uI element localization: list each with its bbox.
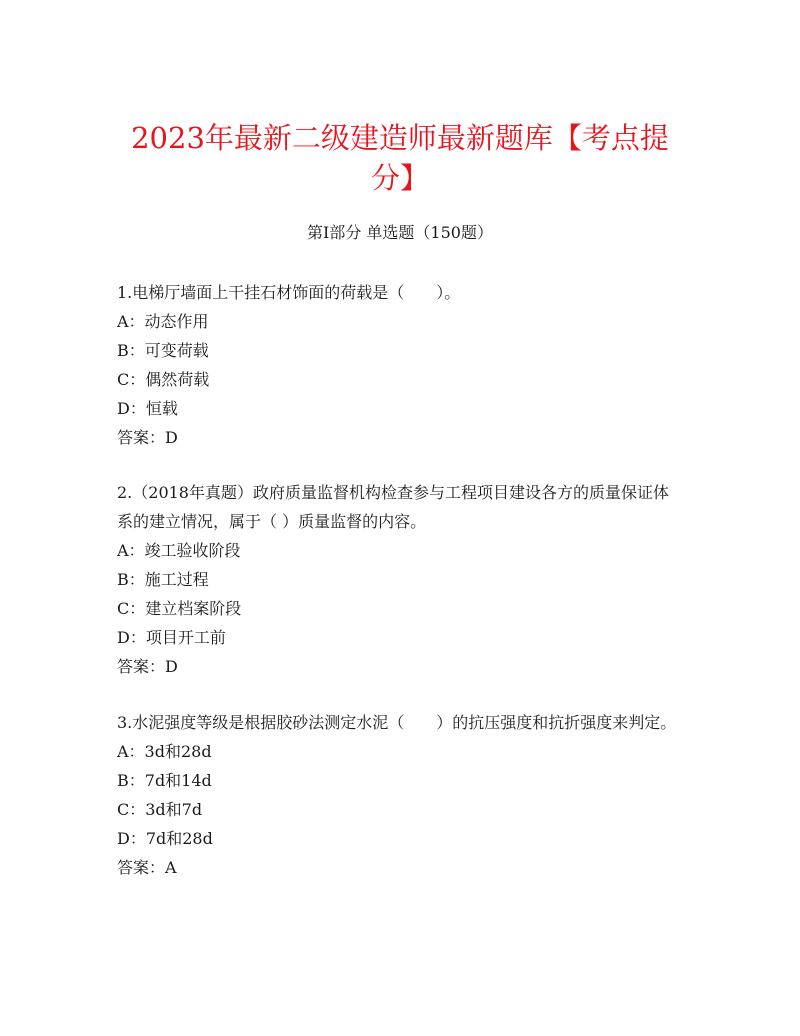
answer-line: 答案：A — [117, 858, 177, 877]
option-c: C：偶然荷载 — [117, 370, 210, 389]
question-block — [117, 478, 677, 681]
option-b: B：7d和14d — [117, 771, 212, 790]
option-b: B：施工过程 — [117, 570, 209, 589]
document-title: 2023年最新二级建造师最新题库【考点提分】 — [131, 121, 669, 195]
option-d: D：7d和28d — [117, 829, 213, 848]
option-a: A：3d和28d — [117, 742, 212, 761]
answer-line: 答案：D — [117, 428, 178, 447]
section-heading: 第I部分 单选题（150题） — [307, 223, 493, 242]
option-d: D：项目开工前 — [117, 628, 226, 647]
option-b: B：可变荷载 — [117, 341, 209, 360]
option-a: A：竣工验收阶段 — [117, 541, 241, 560]
option-c: C：3d和7d — [117, 800, 203, 819]
answer-line: 答案：D — [117, 657, 178, 676]
question-block — [117, 708, 677, 882]
option-a: A：动态作用 — [117, 312, 209, 331]
option-d: D：恒载 — [117, 399, 178, 418]
option-c: C：建立档案阶段 — [117, 599, 242, 618]
question-stem: 2.（2018年真题）政府质量监督机构检查参与工程项目建设各方的质量保证体系的建立情况，属于（ ）质量监督的内容。 — [117, 483, 669, 531]
question-stem: 1.电梯厅墙面上干挂石材饰面的荷载是（ ）。 — [117, 283, 461, 302]
question-block — [117, 278, 677, 452]
question-stem: 3.水泥强度等级是根据胶砂法测定水泥（ ）的抗压强度和抗折强度来判定。 — [117, 713, 677, 732]
